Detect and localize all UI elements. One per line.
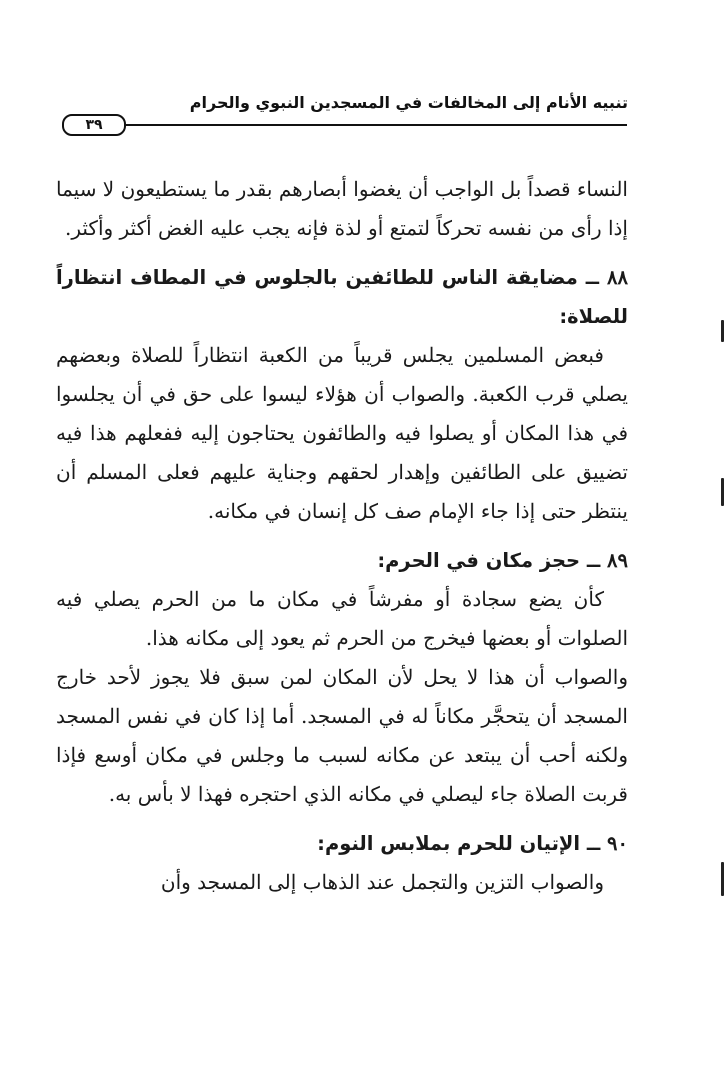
- heading-separator: ــ: [586, 549, 601, 572]
- running-head-title: تنبيه الأنام إلى المخالفات في المسجدين النبوي والحرام: [189, 93, 628, 112]
- section-heading-90: [56, 824, 628, 863]
- paragraph-continuation: النساء قصداً بل الواجب أن يغضوا أبصارهم بقدر ما يستطيعون لا سيما إذا رأى من نفسه تحركاً لتمتع أو لذة فإنه يجب عليه الغض أكثر وأكثر.: [56, 177, 628, 240]
- scan-edge-mark: [721, 320, 724, 342]
- paragraph: فبعض المسلمين يجلس قريباً من الكعبة انتظاراً للصلاة وبعضهم يصلي قرب الكعبة. والصواب أن هؤلاء ليسوا على حق في أن يجلسوا في هذا المكان أو يصلوا فيه والطائفون يحتاجون إليه ففعلهم هذا فيه تضييق على الطائفين وإهدار لحقهم وجناية عليهم فعلى المسلم أن ينتظر حتى إذا جاء الإمام صف كل إنسان في مكانه.: [56, 343, 628, 523]
- paragraph: والصواب أن هذا لا يحل لأن المكان لمن سبق فلا يجوز لأحد خارج المسجد أن يتحجَّر مكاناً له في المسجد. أما إذا كان في نفس المسجد ولكنه أحب أن يبتعد عن مكانه لسبب ما وجلس في مكان أوسع فإذا قربت الصلاة جاء ليصلي في مكانه الذي احتجره فهذا لا بأس به.: [56, 665, 628, 806]
- section-number: ٩٠: [607, 832, 628, 855]
- page-number-badge: ٣٩: [62, 114, 126, 136]
- paragraph: كأن يضع سجادة أو مفرشاً في مكان ما من الحرم يصلي فيه الصلوات أو بعضها فيخرج من الحرم ثم يعود إلى مكانه هذا.: [56, 587, 628, 650]
- heading-separator: ــ: [586, 832, 601, 855]
- heading-separator: ــ: [585, 266, 600, 289]
- section-number: ٨٨: [607, 266, 628, 289]
- section-heading-89: [56, 541, 628, 580]
- section-title: الإتيان للحرم بملابس النوم:: [317, 832, 581, 855]
- section-number: ٨٩: [607, 549, 628, 572]
- paragraph: والصواب التزين والتجمل عند الذهاب إلى المسجد وأن: [160, 870, 604, 894]
- section-title: مضايقة الناس للطائفين بالجلوس في المطاف انتظاراً للصلاة:: [56, 266, 628, 328]
- section-title: حجز مكان في الحرم:: [377, 549, 581, 572]
- scan-edge-mark: [721, 862, 724, 896]
- page-body: [56, 170, 628, 902]
- header-rule: [115, 124, 627, 126]
- scan-edge-mark: [721, 478, 724, 506]
- section-heading-88: [56, 258, 628, 336]
